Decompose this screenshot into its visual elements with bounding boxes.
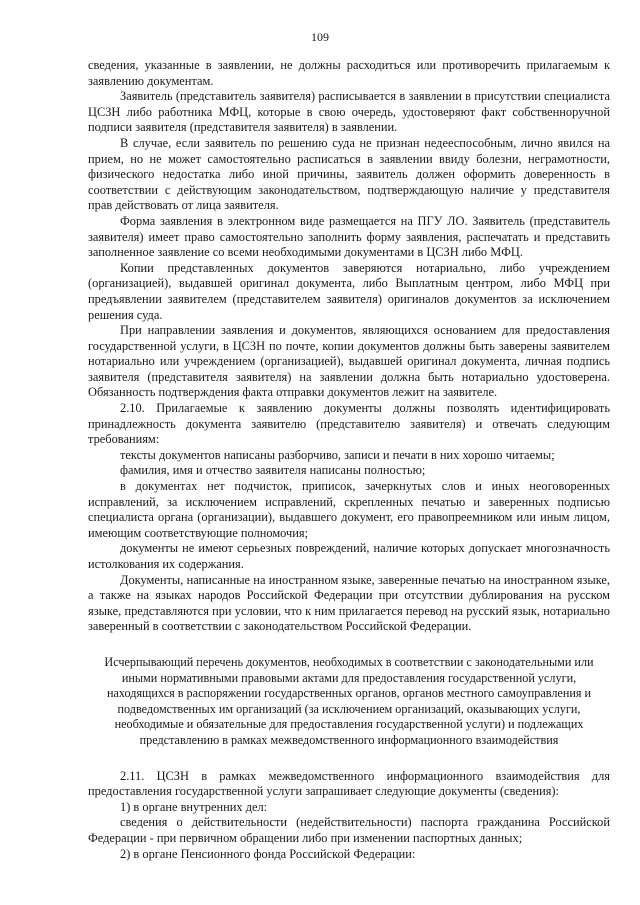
paragraph: сведения, указанные в заявлении, не должны расходиться или противоречить прилагаемым к заявлению документам. (88, 58, 610, 88)
page-number: 109 (311, 30, 329, 44)
document-body (88, 58, 610, 862)
paragraph: Заявитель (представитель заявителя) расписывается в заявлении в присутствии специалиста ЦСЗН либо работника МФЦ, которые в свою очередь, удостоверяют факт собственноручной подписи заявителя (представителя заявителя) в заявлении. (88, 89, 610, 135)
paragraph: 2.11. ЦСЗН в рамках межведомственного информационного взаимодействия для предоставления государственной услуги запрашивает следующие документы (сведения): (88, 768, 610, 799)
list-item: тексты документов написаны разборчиво, записи и печати в них хорошо читаемы; (120, 447, 555, 462)
paragraph: Копии представленных документов заверяются нотариально, либо учреждением (организацией), выдавшей оригинал документа, либо Выплатным центром, либо МФЦ при предъявлении заявителем (представителем заявителя) оригиналов документов за исключением решения суда. (88, 260, 610, 322)
paragraphs-bottom (88, 769, 610, 863)
paragraph: Форма заявления в электронном виде размещается на ПГУ ЛО. Заявитель (представитель заявителя) имеет право самостоятельно заполнить форму заявления, распечатать и представить заполненное заявление со всеми необходимыми документами в ЦСЗН либо МФЦ. (88, 213, 610, 260)
paragraph: В случае, если заявитель по решению суда не признан недееспособным, лично явился на прием, но не может самостоятельно расписаться в заявлении ввиду болезни, неграмотности, физического недостатка либо иной причины, заявитель должен оформить доверенность в соответствии с действующим законодательством, подтверждающую наличие у представителя прав действовать от лица заявителя. (88, 135, 610, 213)
list-item: фамилия, имя и отчество заявителя написаны полностью; (120, 463, 426, 478)
paragraphs-top (88, 58, 610, 635)
section-heading: Исчерпывающий перечень документов, необходимых в соответствии с законодательными или иными нормативными правовыми актами для предоставления государственной услуги, находящихся в распоряжении государственных органов, органов местного самоуправления и подведомственных им организаций (за исключением организаций, оказывающих услуги, необходимые и обязательные для предоставления государственной услуги) и подлежащих представлению в рамках межведомственного информационного взаимодействия (104, 654, 594, 747)
paragraph: При направлении заявления и документов, являющихся основанием для предоставления государственной услуги, в ЦСЗН по почте, копии документов должны быть заверены заявителем нотариально или учреждением (организацией), выдавшей оригинал документа, личная подпись заявителя (представителя заявителя) на заявлении должна быть нотариально удостоверена. Обязанность подтверждения факта отправки документов лежит на заявителе. (88, 323, 610, 400)
list-item: сведения о действительности (недействительности) паспорта гражданина Российской Федерации - при первичном обращении либо при изменении паспортных данных; (88, 815, 610, 845)
paragraph: 2.10. Прилагаемые к заявлению документы должны позволять идентифицировать принадлежность документа заявителю (представителю заявителя) и отвечать следующим требованиям: (88, 401, 610, 447)
list-item: 1) в органе внутренних дел: (120, 799, 268, 814)
list-item: в документах нет подчисток, приписок, зачеркнутых слов и иных неоговоренных исправлений, за исключением исправлений, скрепленных печатью и заверенных подписью специалиста органа (организации), выдавшего документ, его правопреемником или иным лицом, имеющим соответствующие полномочия; (88, 479, 610, 540)
list-item: 2) в органе Пенсионного фонда Российской Федерации: (120, 846, 416, 861)
list-item: документы не имеют серьезных повреждений, наличие которых допускает многозначность истолкования их содержания. (88, 541, 610, 571)
paragraph: Документы, написанные на иностранном языке, заверенные печатью на иностранном языке, а также на языках народов Российской Федерации при отсутствии дублирования на русском языке, представляются при условии, что к ним прилагается перевод на русский язык, нотариально заверенный в соответствии с законодательством Российской Федерации. (88, 572, 610, 634)
